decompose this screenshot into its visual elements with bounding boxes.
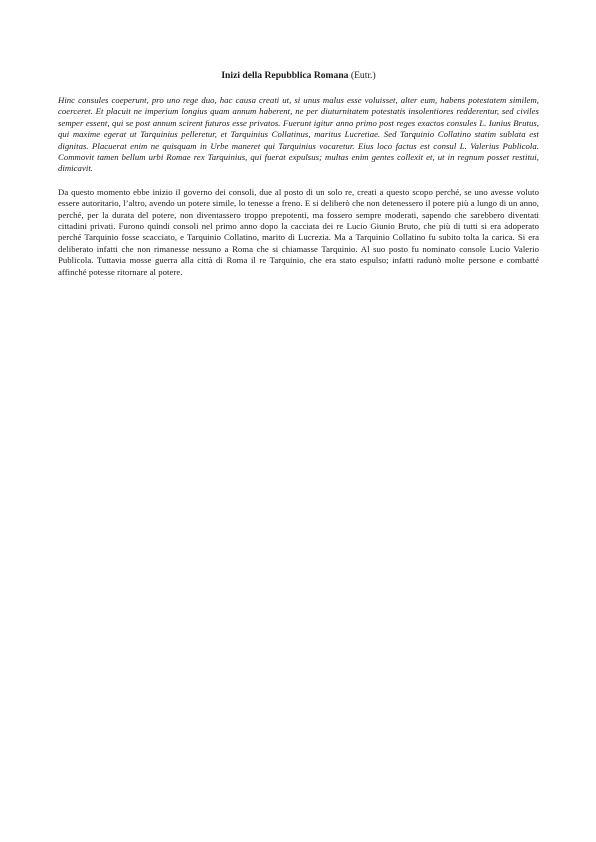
- italian-translation-paragraph: Da questo momento ebbe inizio il governo dei consoli, due al posto di un solo re, creati a questo scopo perché, se uno avesse voluto essere autoritario, l’altro, avendo un potere simile, lo tenesse a freno. E si deliberò che non detenessero il potere più a lungo di un anno, perché, per la durata del potere, non diventassero troppo prepotenti, ma fossero sempre moderati, sapendo che sarebbero diventati cittadini privati. Furono quindi consoli nel primo anno dopo la cacciata dei re Lucio Giunio Bruto, che più di tutti si era adoperato perché Tarquinio fosse scacciato, e Tarquinio Collatino, marito di Lucrezia. Ma a Tarquinio Collatino fu subito tolta la carica. Si era deliberato infatti che non rimanesse nessuno a Roma che si chiamasse Tarquinio. Al suo posto fu nominato console Lucio Valerio Publicola. Tuttavia mosse guerra alla città di Roma il re Tarquinio, che era stato espulso; infatti radunò molte persone e combatté affinché potesse ritornare al potere.: [58, 186, 539, 277]
- document-title: [58, 70, 539, 82]
- title-text: Inizi della Repubblica Romana: [221, 70, 349, 81]
- latin-paragraph: Hinc consules coeperunt, pro uno rege duo, hac causa creati ut, si unus malus esse voluisset, alter eum, habens potestatem similem, coerceret. Et placuit ne imperium longius quam annum haberent, ne per diuturnitatem potestatis insolentiores redderentur, sed civiles semper essent, qui se post annum scirent futuros esse privatos. Fuerunt igitur anno primo post reges exactos consules L. Iunius Brutus, qui maxime egerat ut Tarquinius pelleretur, et Tarquinius Collatinus, maritus Lucretiae. Sed Tarquinio Collatino statim sublata est dignitas. Placuerat enim ne quisquam in Urbe maneret qui Tarquinius vocaretur. Eius loco factus est consul L. Valerius Publicola. Commovit tamen bellum urbi Romae rex Tarquinius, qui fuerat expulsus; multas enim gentes collexit et, ut in regnum posset restitui, dimicavit.: [58, 95, 539, 174]
- document-page: [58, 70, 539, 278]
- title-source: (Eutr.): [350, 70, 376, 81]
